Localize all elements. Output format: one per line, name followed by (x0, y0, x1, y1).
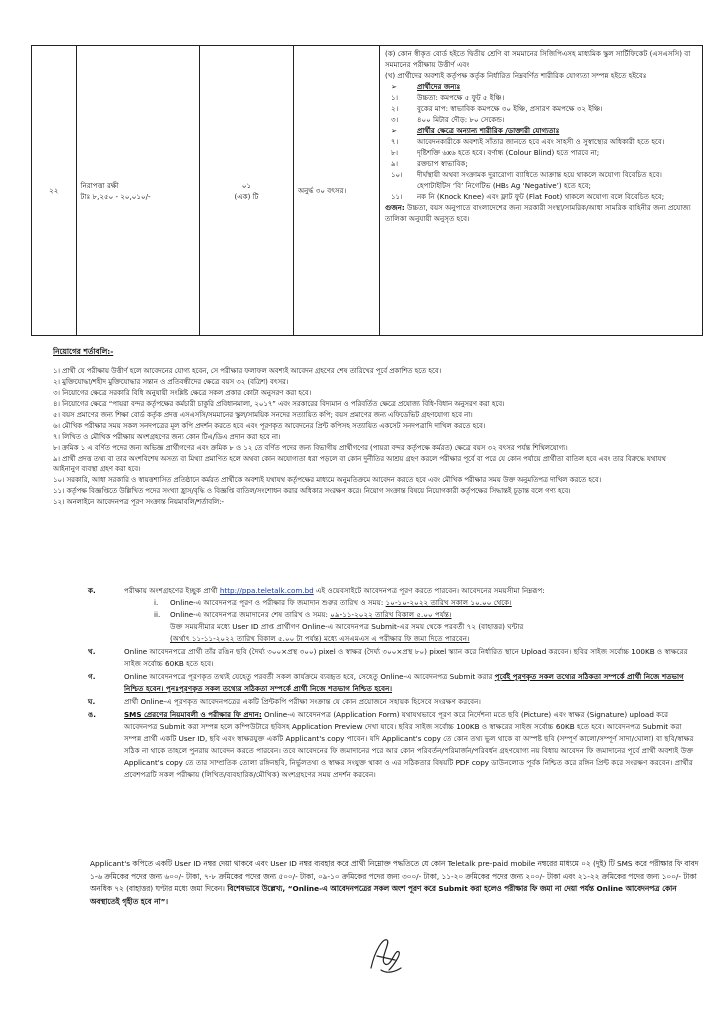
list-item: ৯। প্রার্থী প্রদত্ত তথ্য বা তার অংশবিশেষ অসত্য বা মিথ্যা প্রমাণিত হলে অথবা কোন অযোগ্যতা ধরা পড়লে বা কোন দুর্নীতির আশ্রয় গ্রহণ করলে পরীক্ষার পূর্বে বা পরে যে কোন পর্যায়ে প্রার্থীতা বাতিল হবে এবং তার বিরুদ্ধে যথাযথ আইনানুগ ব্যবস্থা গ্রহণ করা হবে। (53, 455, 666, 474)
requirement-kha: (খ) প্রার্থীদের অবশ্যই কর্তৃপক্ষ কর্তৃক নির্ধারিত নিম্নবর্ণিত শারীরিক যোগ্যতা সম্পন্ন হইতে হইবেঃ (384, 71, 647, 80)
male-heading: প্রার্থীদের জন্যঃ (416, 82, 461, 91)
pay-scale: টাঃ ৮,২৫০ - ২০,০১০/- (80, 191, 151, 201)
list-item: ৩। ৪০০ মিটার দৌড়: ৮০ সেকেন্ড। (390, 115, 505, 124)
age-limit-cell: অনুর্দ্ধ ৩০ বৎসর। (293, 46, 379, 336)
arrow-bullet-icon: ➢ (390, 126, 397, 135)
list-item: ৪। নিয়োগের ক্ষেত্রে “পায়রা বন্দর কর্তৃপক্ষের কর্মচারী চাকুরি প্রবিধানমালা, ২০১৭” এবং সরকারের বিদ্যমান ও পরিবর্তিত ক্ষেত্রে প্রযোজ্য বিধি-বিধান অনুসরণ করা হবে। (53, 400, 505, 408)
list-item: ২। বুকের মাপ: স্বাভাবিক কমপক্ষে ৩০ ইঞ্চি, প্রসারণ কমপক্ষে ৩২ ইঞ্চি। (390, 104, 603, 113)
list-item: ১। উচ্চতা: কমপক্ষে ৫ ফুট ৫ ইঞ্চি। (390, 93, 505, 102)
serial-cell: ২২ (32, 46, 77, 336)
fee-payment-paragraph: Applicant's কপিতে একটি User ID নম্বর দেয়া থাকবে এবং User ID নম্বর ব্যবহার করে প্রার্থী নিম্নোক্ত পদ্ধতিতে যে কোন Teletalk pre-paid mobile নম্বরের মাধ্যমে ০২ (দুই) টি SMS করে পরীক্ষার ফি বাবদ ১-৬ ক্রমিকের পদের জন্য ৬০০/- টাকা, ৭-৮ ক্রমিকের পদের জন্য ৫০০/- টাকা, ০৯-১০ ক্রমিকের পদের জন্য ৩০০/- টাকা, ১১-২০ ক্রমিকের পদের জন্য ২০০/- টাকা এবং ২১-২২ ক্রমিকের পদের জন্য ১০০/- টাকা অনধিক ৭২ (বাহাত্তর) ঘণ্টার মধ্যে জমা দিবেন। বিশেষভাবে উল্লেখ্য, “Online-এ আবেদনপত্রের সকল অংশ পূরণ করে Submit করা হলেও পরীক্ষার ফি জমা না দেয়া পর্যন্ত Online আবেদনপত্র কোন অবস্থাতেই গৃহীত হবে না”। (90, 859, 699, 906)
application-website-link[interactable]: http://ppa.teletalk.com.bd (219, 586, 314, 595)
list-item: ১১। কর্তৃপক্ষ বিজ্ঞপ্তিতে উল্লিখিত পদের সংখ্যা হ্রাস/বৃদ্ধি ও বিজ্ঞপ্তি বাতিল/সংশোধন করার অধিকার সংরক্ষণ করে। নিয়োগ সংক্রান্ত বিষয়ে নিয়োগকারী কর্তৃপক্ষের সিদ্ধান্তই চূড়ান্ত বলে গণ্য হবে। (53, 487, 571, 496)
conditions-list (53, 366, 693, 508)
fee-deadline-line-1: উক্ত সময়সীমার মধ্যে User ID প্রাপ্ত প্রার্থীগণ Online-এ আবেদনপত্র Submit-এর সময় থেকে পরবর্তী ৭২ (বাহাত্তর) ঘন্টার (170, 622, 524, 631)
conditions-title: নিয়োগের শর্তাবলি:- (53, 347, 114, 356)
list-item: ৮। দৃষ্টিশক্তি ৬x৬ হতে হবে। বর্ণান্ধ (Colour Blind) হতে পারবে না; (390, 148, 600, 157)
list-item: ৭। আবেদনকারীকে অবশ্যই সাঁতার জানতে হবে এবং সাহসী ও সুস্বাস্থ্যের অধিকারী হতে হবে। (390, 137, 665, 146)
fee-deadline-line-2: (অর্থাৎ ১১-১১-২০২২ তারিখ বিকাল ৫.০০ টা পর্যন্ত) মধ্যে এসএমএস এ পরীক্ষার ফি জমা দিতে পারবেন। (170, 634, 470, 643)
requirement-ka: (ক) কোন স্বীকৃত বোর্ড হইতে দ্বিতীয় শ্রেণি বা সমমানের সিজিপিএসহ মাধ্যমিক স্কুল সার্টিফিকেট (এসএসসি) বা সমমানের পরীক্ষায় উত্তীর্ণ এবং (384, 49, 691, 69)
table-note: গুজন: উচ্চতা, বয়স অনুপাতে বাংলাদেশের জন্য সরকারী সংস্থা/সামরিক/আধা সামরিক বাহিনীর জন্য প্রযোজ্য তালিকা অনুযায়ী অনুসৃত হবে। (384, 203, 691, 223)
list-item: ১১। নক নি (Knock Knee) এবং ফ্লাট ফুট (Flat Foot) থাকলে অযোগ্য বলে বিবেচিত হবে; (390, 192, 665, 201)
list-item: ৩। নিয়োগের ক্ষেত্রে সরকারি বিধি অনুযায়ী সংশ্লিষ্ট ক্ষেত্রে সকল প্রকার কোটা অনুসরণ করা হবে। (53, 389, 312, 397)
list-item: ১০। দীর্ঘস্থায়ী অথবা সংক্রামক দুরারোগ্য ব্যাধিতে আক্রান্ত হয়ে থাকলে অযোগ্য বিবেচিত হবে। হেপাটাইটিস ‘বি’ নিগেটিভ (HB₅ Ag ‘Negative’) হতে হবে; (390, 170, 662, 190)
step-ga: গ. Online আবেদনপত্রে পূরণকৃত তথ্যই যেহেতু পরবর্তী সকল কার্যক্রমে ব্যবহৃত হবে, সেহেতু Online-এ আবেদনপত্র Submit করার পূর্বেই পূরণকৃত সকল তথ্যের সঠিকতা সম্পর্কে প্রার্থী নিজে শতভাগ নিশ্চিত হবেন। পুনঃপূরণকৃত সকল তথ্যের সঠিকতা সম্পর্কে প্রার্থী নিজে শতভাগ নিশ্চিত হবেন। (88, 672, 684, 693)
common-heading: প্রার্থীর ক্ষেত্রে অন্যান্য শারীরিক /ডাক্তারী যোগ্যতাঃ (416, 126, 560, 135)
list-item (391, 81, 697, 92)
post-requirements-table (31, 45, 703, 336)
list-item: ৭। লিখিত ও মৌখিক পরীক্ষায় অংশগ্রহণের জন্য কোন টিএ/ডিএ প্রদান করা হবে না। (53, 433, 281, 441)
post-count-cell (200, 46, 294, 336)
list-item: ৬। মৌখিক পরীক্ষার সময় সকল সনদপত্রের মূল কপি প্রদর্শন করতে হবে এবং পূরণকৃত আবেদনের প্রিন্ট কপিসহ সত্যায়িত একসেট সনদপত্রাদি দাখিল করতে হবে। (53, 422, 486, 430)
list-item: ১২। অনলাইনে আবেদনপত্র পূরণ সংক্রান্ত নিয়মাবলি/শর্তাবলি:- (53, 498, 225, 507)
table-row (32, 46, 703, 336)
list-item: ২। মুক্তিযোদ্ধা/শহীদ মুক্তিযোদ্ধার সন্তান ও প্রতিবন্ধীদের ক্ষেত্রে বয়স ৩২ (বত্রিশ) বৎসর। (53, 378, 289, 386)
requirements-cell (379, 46, 702, 336)
step-kha: খ. Online আবেদনপত্রে প্রার্থী তাঁর রঙিন ছবি (দৈর্ঘ্য ৩০০×প্রস্থ ৩০০) pixel ও স্বাক্ষর (দৈর্ঘ্য ৩০০×প্রস্থ ৮০) pixel স্ক্যান করে নির্ধারিত স্থানে Upload করবেন। ছবির সাইজ সর্বোচ্চ 100KB ও স্বাক্ষরের সাইজ সর্বোচ্চ 60KB হতে হবে। (88, 647, 688, 668)
arrow-bullet-icon: ➢ (390, 82, 397, 91)
list-item: ৮। ক্রমিক ১ এ বর্ণিত পদের জন্য অভিজ্ঞ প্রার্থীগণের এবং ক্রমিক ৮ ও ১২ তে বর্ণিত পদের জন্য বিভাগীয় প্রার্থীগণের (পায়রা বন্দর কর্তৃপক্ষে কর্মরত) ক্ষেত্রে বয়স ৩২ বৎসর পর্যন্ত শিথিলযোগ্য। (53, 444, 568, 452)
post-count: ০১ (241, 180, 252, 190)
list-item: ১০। সরকারি, আধা সরকারি ও স্বায়ত্তশাসিত প্রতিষ্ঠানে কর্মরত প্রার্থীকে অবশ্যই যথাযথ কর্তৃপক্ষের মাধ্যমে অনুমতিক্রমে আবেদন করতে হবে এবং মৌখিক পরীক্ষার সময় উক্ত অনুমতিপত্র দাখিল করতে হবে। (53, 476, 602, 485)
post-count-word: (এক) টি (234, 191, 259, 201)
post-name-cell (76, 46, 200, 336)
online-application-steps (53, 585, 698, 782)
list-item (391, 125, 697, 136)
list-item: i. Online-এ আবেদনপত্র পূরণ ও পরীক্ষার ফি জমাদান শুরুর তারিখ ও সময়: ১০-১০-২০২২ তারিখ সকাল ১০.০০ থেকে। (154, 598, 512, 607)
step-gha: ঘ. প্রার্থী Online-এ পূরণকৃত আবেদনপত্রের একটি প্রিন্টকপি পরীক্ষা সংক্রান্ত যে কোন প্রয়োজনে সহায়ক হিসেবে সংরক্ষণ করবেন। (88, 697, 482, 706)
step-umo: ঙ. SMS প্রেরণের নিয়মাবলী ও পরীক্ষার ফি প্রদান: Online-এ আবেদনপত্র (Application Form) যথাযথভাবে পূরণ করে নির্দেশনা মতে ছবি (Picture) এবং স্বাক্ষর (Signature) upload করে আবেদনপত্র Submit করা সম্পন্ন হলে কম্পিউটারে ছবিসহ Application Preview দেখা যাবে। ছবির সাইজ সর্বোচ্চ 100KB ও স্বাক্ষরের সাইজ সর্বোচ্চ 60KB হতে হবে। আবেদনপত্র Submit করা সম্পন্ন প্রার্থী একটি User ID, ছবি এবং স্বাক্ষরযুক্ত একটি Applicant's copy পাবেন। যদি Applicant's copy তে কোন তথ্য ভুল থাকে বা অস্পষ্ট ছবি (সম্পূর্ণ কালো/সম্পূর্ণ সাদা/ঘোলা) বা ছবি/স্বাক্ষর সঠিক না থাকে তাহলে পুনরায় আবেদন করতে পারবেন। তবে আবেদনের ফি জমাদানের পরে আর কোন পরিবর্তন/পরিমার্জন/পরিবর্ধন গ্রহণযোগ্য নয় বিধায় আবেদন ফি জমাদানের পূর্বে প্রার্থী অবশ্যই উক্ত Applicant's copy তে তার সাম্প্রতিক তোলা রঙ্গিনছবি, নির্ভুলতথ্য ও স্বাক্ষর সংযুক্ত থাকা ও এর সঠিকতার বিষয়টি PDF copy ডাউনলোড পূর্বক নিশ্চিত করে রঙ্গিন প্রিন্ট করে সংরক্ষণ করবেন। প্রার্থীর প্রবেশপত্রটি সকল পরীক্ষায় (লিখিত/ব্যবহারিক/মৌখিক) অংশগ্রহণের সময় প্রদর্শন করবেন। (88, 710, 694, 779)
signature-icon (365, 930, 405, 976)
step-ka: ক. পরীক্ষায় অংশগ্রহণের ইচ্ছুক প্রার্থী http://ppa.teletalk.com.bd এই ওয়েবসাইটে আবেদনপত্র পূরণ করতে পারবেন। আবেদনের সময়সীমা নিম্নরূপ: i. Online-এ আবেদনপত্র পূরণ ও পরীক্ষার ফি জমাদান শুরুর তারিখ ও সময়: ১০-১০-২০২২ তারিখ সকাল ১০.০০ থেকে। ii. Online-এ আবেদনপত্র জমাদানের শেষ তারিখ ও সময়: ০৯-১১-২০২২ তারিখ বিকাল ৫.০০ পর্যন্ত। উক্ত সময়সীমার মধ্যে User ID প্রাপ্ত প্রার্থীগণ Online-এ আবেদনপত্র Submit-এর সময় থেকে পরবর্তী ৭২ (বাহাত্তর) ঘন্টার (অর্থাৎ ১১-১১-২০২২ তারিখ বিকাল ৫.০০ টা পর্যন্ত) মধ্যে এসএমএস এ পরীক্ষার ফি জমা দিতে পারবেন। (53, 585, 698, 645)
list-item: ১। প্রার্থী যে পরীক্ষায় উত্তীর্ণ হলে আবেদনের যোগ্য হবেন, সে পরীক্ষার ফলাফল অবশ্যই আবেদন গ্রহণের শেষ তারিখের পূর্বে প্রকাশিত হতে হবে। (53, 367, 442, 375)
list-item: ৫। বয়স প্রমাণের জন্য শিক্ষা বোর্ড কর্তৃক প্রদত্ত এসএসসি/সমমানের স্কুল/সাময়িক সনদের সত্যায়িত কপি; বয়স প্রমাণের জন্য এফিডেভিট গ্রহণযোগ্য হবে না। (53, 411, 473, 419)
list-item: ৯। রক্তচাপ স্বাভাবিক; (390, 159, 468, 168)
post-name: নিরাপত্তা রক্ষী (80, 180, 119, 190)
list-item: ii. Online-এ আবেদনপত্র জমাদানের শেষ তারিখ ও সময়: ০৯-১১-২০২২ তারিখ বিকাল ৫.০০ পর্যন্ত। (154, 610, 452, 619)
